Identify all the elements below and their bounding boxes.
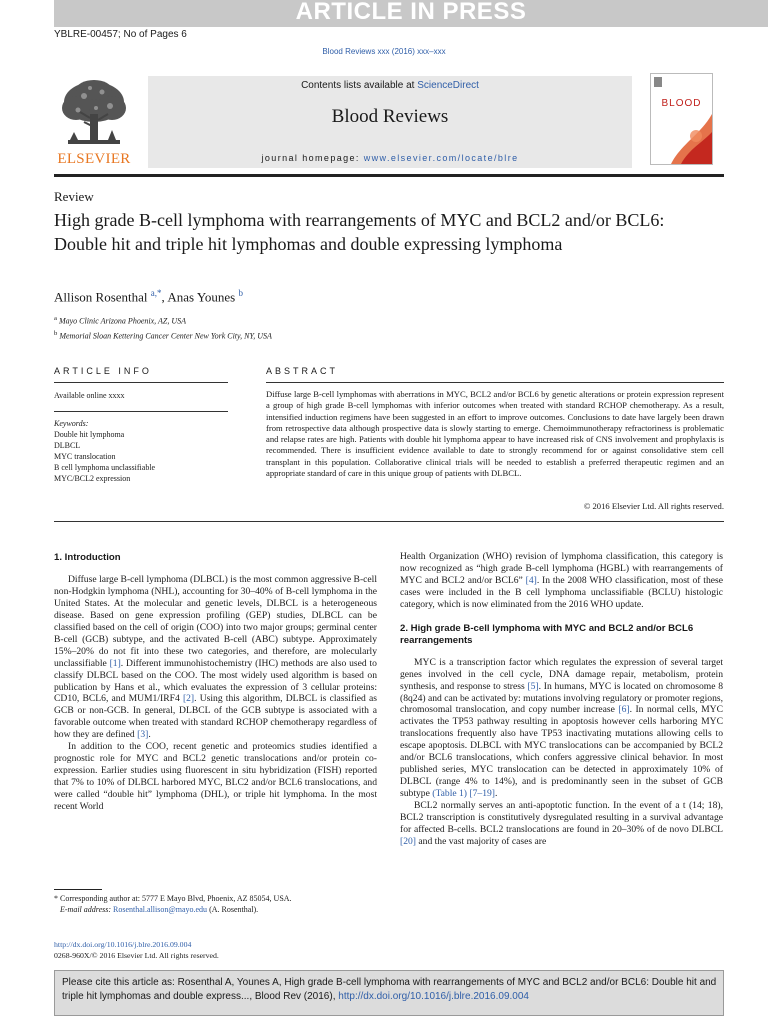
author-1-affiliation-marks[interactable]: a,* (150, 288, 162, 298)
homepage-link[interactable]: www.elsevier.com/locate/blre (363, 153, 519, 163)
citation-link[interactable]: [2] (182, 693, 195, 705)
citation-link[interactable]: [6] (618, 704, 630, 716)
keyword-item: B cell lymphoma unclassifiable (54, 463, 156, 472)
sciencedirect-link[interactable]: ScienceDirect (417, 80, 479, 91)
keywords-label: Keywords: (54, 419, 89, 428)
affiliation-a: $^a$ Mayo Clinic Arizona Phoenix, AZ, USA (54, 315, 186, 326)
abstract-text: Diffuse large B-cell lymphomas with aberrations in MYC, BCL2 and/or BCL6 by genetic alterations or protein expression represent a group of high grade B-cell lymphomas with inferior outcomes when treated with standard RCHOP chemotherapy. As a result, intensified induction regimens have been suggested in an effort to improve outcomes. Conclusions to date have largely been drawn from retrospective data although prospective data is slowly starting to emerge. Chemoimmunotherapy refractoriness is problematic and relapse rates are high. Patients with double hit lymphoma appear to have increased risk of CNS involvement and prophylaxis is recommended. There is insufficient evidence available to date to strongly recommend for or against consolidative stem cell transplant in this population. Collaborative clinical trials will be needed to establish a preferred therapeutic regimen and an appropriate standard of care in this unique group of patients with DLBCL. (266, 389, 724, 479)
document-id: YBLRE-00457; No of Pages 6 (54, 29, 187, 40)
keyword-item: DLBCL (54, 441, 81, 450)
citation-link[interactable]: (Table 1) [7–19] (432, 788, 495, 800)
keywords-rule (54, 411, 228, 412)
abstract-bottom-rule (54, 521, 724, 522)
body-column-left (54, 551, 377, 813)
abstract-copyright: © 2016 Elsevier Ltd. All rights reserved. (583, 501, 724, 511)
issn-line: 0268-960X/© 2016 Elsevier Ltd. All rights reserved. (54, 951, 219, 960)
body-column-right (400, 551, 723, 848)
article-type: Review (54, 189, 94, 204)
citation-link[interactable]: [5] (527, 680, 539, 692)
body-paragraph: In addition to the COO, recent genetic and proteomics studies identified a prognostic role for MYC and BCL2 genetic translocations and/or protein co-expression. Earlier studies using fluorescent in situ hybridization (FISH) reported that 7% to 10% of DLBCL harbored MYC, BLC2 and/or BCL6 translocations, and were called “double hit” lymphoma (DHL), or triple hit lymphoma. In the most recent World (54, 741, 377, 813)
keyword-item: MYC/BCL2 expression (54, 474, 131, 483)
corresponding-address: * Corresponding author at: 5777 E Mayo Blvd, Phoenix, AZ 85054, USA. (54, 894, 292, 903)
citation-text: Please cite this article as: Rosenthal A, Younes A, High grade B-cell lymphoma with rearrangements of MYC and BCL2 and/or BCL6: Double hit and triple hit lymphomas and double express..., Blood Rev (2016), http://dx.doi.org/10.1016/j.blre.2016.09.004 (62, 977, 717, 1002)
abstract-heading: ABSTRACT (266, 366, 339, 376)
available-online: Available online xxxx (54, 391, 125, 400)
author-2: Anas Younes (167, 289, 236, 305)
corresponding-author-footnote (54, 893, 377, 915)
email-link[interactable]: Rosenthal.allison@mayo.edu (113, 905, 208, 914)
section-heading-introduction: 1. Introduction (54, 552, 121, 563)
body-paragraph: Health Organization (WHO) revision of lymphoma classification, this category is now recognized as “high grade B-cell lymphoma (HGBL) with rearrangements of MYC and BCL2 and/or BCL6” [4]. In the 2008 WHO classification, most of these cases were included in the B cell lymphoma unclassifiable (BCLU) histologic category, which is now eliminated from the 2016 WHO update. (400, 551, 723, 610)
header-divider (54, 174, 724, 177)
email-label: E-mail address: (60, 905, 112, 914)
journal-homepage (148, 153, 632, 163)
keywords-block (54, 418, 155, 484)
section-heading-2: 2. High grade B-cell lymphoma with MYC and BCL2 and/or BCL6 rearrangements (400, 622, 694, 646)
citation-link[interactable]: [1] (109, 657, 121, 669)
cover-title: BLOOD (661, 98, 702, 109)
author-separator: , (161, 289, 168, 305)
article-info-rule (54, 382, 228, 383)
article-title: High grade B-cell lymphoma with rearrangements of MYC and BCL2 and/or BCL6: Double hit and triple hit lymphomas and double expressing lymphoma (54, 210, 665, 254)
footnote-rule (54, 889, 102, 890)
email-line: E-mail address: Rosenthal.allison@mayo.edu (A. Rosenthal). (60, 905, 259, 914)
citation-doi-link[interactable]: http://dx.doi.org/10.1016/j.blre.2016.09.004 (338, 991, 529, 1002)
article-info-heading: ARTICLE INFO (54, 366, 152, 376)
keyword-item: MYC translocation (54, 452, 116, 461)
abstract-rule (266, 382, 724, 383)
journal-cover-thumbnail-icon (650, 73, 713, 165)
author-1: Allison Rosenthal (54, 289, 148, 305)
doi-link[interactable]: http://dx.doi.org/10.1016/j.blre.2016.09.004 (54, 940, 192, 949)
author-list (54, 288, 243, 305)
citation-link[interactable]: [3] (137, 729, 149, 741)
publisher-name: ELSEVIER (57, 151, 131, 167)
article-in-press-text: ARTICLE IN PRESS (295, 0, 527, 25)
journal-name: Blood Reviews (331, 106, 449, 127)
author-2-affiliation-marks[interactable]: b (238, 288, 243, 298)
keyword-item: Double hit lymphoma (54, 430, 125, 439)
citation-link[interactable]: [20] (400, 835, 416, 847)
contents-line (148, 80, 632, 91)
affiliations (54, 313, 272, 342)
homepage-prefix: journal homepage: (261, 153, 364, 163)
journal-citation-line: Blood Reviews xxx (2016) xxx–xxx (322, 47, 446, 56)
body-paragraph: BCL2 normally serves an anti-apoptotic function. In the event of a t (14; 18), BCL2 transcription is constitutively dysregulated resulting in a survival advantage for affected B-cells. BCL2 translocations are found in 20–30% of de novo DLBCL [20] and the vast majority of cases are (400, 800, 723, 847)
affiliation-b: $^b$ Memorial Sloan Kettering Cancer Center New York City, NY, USA (54, 329, 272, 341)
contents-prefix: Contents lists available at (301, 80, 418, 91)
citation-link[interactable]: [4] (525, 574, 537, 586)
body-paragraph: Diffuse large B-cell lymphoma (DLBCL) is the most common aggressive B-cell non-Hodgkin lymphoma (NHL), accounting for 30–40% of B-cell lymphoma in the United States. At the molecular and genetic levels, DLBCL is a heterogeneous disease. Based on gene expression profiling (GEP) studies, DLBCL can be classified based on the cell of origin (COO) into two major groups; germinal center B-cell (GCB) subtype, and the activated B-cell (ABC) subtype. Approximately 15%–20% do not fit into these two categories, and therefore, are molecularly unclassifiable [1]. Different immunohistochemistry (IHC) methods are also used to classify DLBCL based on the COO. The most widely used algorithm is based on publication by Hans et al., which evaluates the expression of 3 cellular proteins: CD10, BCL6, and MUM1/IRF4 [2]. Using this algorithm, DLBCL is classified as GCB or non-GCB. In general, DLBCL of the GCB subtype is associated with a favorable outcome when treated with standard RCHOP chemotherapy regardless of how they are defined [3]. (54, 573, 377, 741)
body-paragraph: MYC is a transcription factor which regulates the expression of several target genes involved in the cell cycle, DNA damage repair, metabolism, protein synthesis, and response to stress [5]. In humans, MYC is located on chromosome 8 (8q24) and can be activated by: mutations involving regulatory or promoter regions, chromosomal translocation, and copy number increase [6]. In normal cells, MYC activates the TP53 pathway resulting in apoptosis however cells harboring MYC translocations frequently also have TP53 inactivating mutations allowing cells to escape apoptosis. DLBCL with MYC translocations can be accompanied by BCL2 and/or BCL6 translocations, which confers aggressive clinical behavior. In most published series, MYC translocation can be detected in approximately 10% of DLBCL (range 4% to 14%), and is predominantly seen in the subset of GCB subtype (Table 1) [7–19]. (400, 656, 723, 800)
